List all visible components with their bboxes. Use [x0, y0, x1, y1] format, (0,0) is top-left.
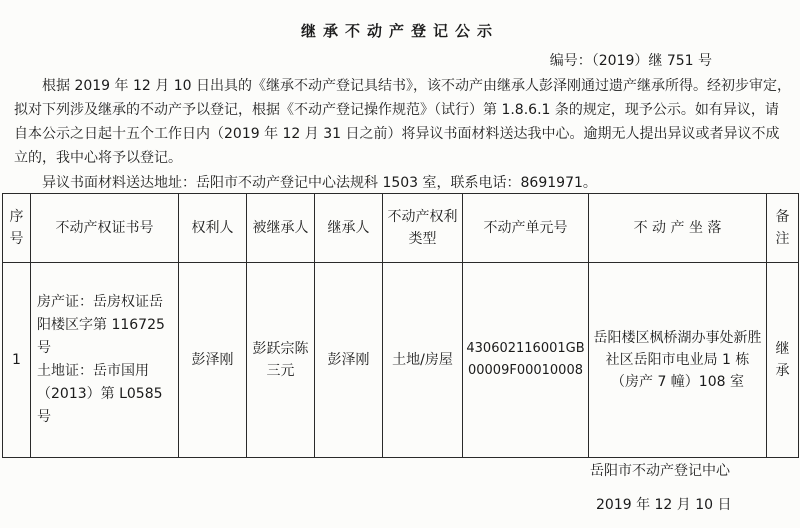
objection-address: 异议书面材料送达地址：岳阳市不动产登记中心法规科 1503 室，联系电话：8691971。 [42, 175, 597, 191]
issuing-organization: 岳阳市不动产登记中心 [590, 463, 730, 479]
notice-body [14, 74, 792, 170]
table-row [3, 263, 799, 458]
notice-paragraph: 根据 2019 年 12 月 10 日出具的《继承不动产登记具结书》，该不动产由继承人彭泽刚通过遗产继承所得。经初步审定， 拟对下列涉及继承的不动产予以登记，根据《不动产登记操作规范》（试行）第 1.8.6.1 条的规定，现予公示。如有异议，请自本公示之日起十五个工作日内（2019 年 12 月 31 日之前）将异议书面材料送达我中心。逾期无人提出异议或者异议不成立的，我中心将予以登记。 [14, 78, 791, 166]
cert-house: 房产证：岳房权证岳阳楼区字第 116725 号 [37, 294, 165, 356]
cert-land: 土地证：岳市国用（2013）第 L0585 号 [37, 363, 163, 425]
cell-cert [31, 263, 179, 458]
table-header-row [3, 194, 799, 263]
inheritance-table [2, 193, 799, 458]
header-heir: 继承人 [315, 194, 383, 263]
header-cert: 不动产权证书号 [31, 194, 179, 263]
notice-title: 继承不动产登记公示 [300, 22, 499, 40]
header-decedent: 被继承人 [247, 194, 315, 263]
cell-heir: 彭泽刚 [315, 263, 383, 458]
cell-decedent: 彭跃宗陈三元 [247, 263, 315, 458]
cell-seq: 1 [3, 263, 31, 458]
cell-remark: 继承 [767, 263, 799, 458]
cell-unit-no: 430602116001GB00009F00010008 [463, 263, 589, 458]
cell-right-type: 土地/房屋 [383, 263, 463, 458]
cell-holder: 彭泽刚 [179, 263, 247, 458]
issue-date: 2019 年 12 月 10 日 [596, 497, 732, 513]
cell-location: 岳阳楼区枫桥湖办事处新胜社区岳阳市电业局 1 栋（房产 7 幢）108 室 [589, 263, 767, 458]
header-unit-no: 不动产单元号 [463, 194, 589, 263]
header-seq: 序号 [3, 194, 31, 263]
header-remark: 备注 [767, 194, 799, 263]
header-right-type: 不动产权利类型 [383, 194, 463, 263]
document-number: 编号：（2019）继 751 号 [549, 53, 712, 69]
header-location: 不 动 产 坐 落 [589, 194, 767, 263]
header-holder: 权利人 [179, 194, 247, 263]
